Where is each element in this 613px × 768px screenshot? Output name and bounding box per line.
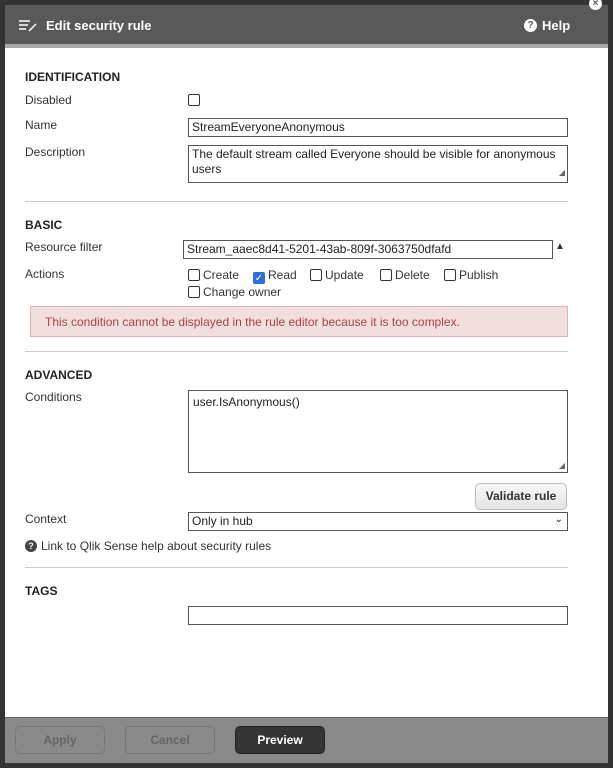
identification-heading: IDENTIFICATION [25, 70, 121, 84]
disabled-label: Disabled [25, 93, 72, 107]
close-icon[interactable]: × [589, 0, 602, 10]
action-create[interactable] [188, 268, 239, 282]
cancel-button[interactable]: Cancel [125, 726, 215, 754]
action-publish[interactable] [444, 268, 498, 282]
description-label: Description [25, 145, 86, 159]
context-label: Context [25, 512, 67, 526]
publish-label: Publish [459, 268, 499, 282]
validate-rule-button[interactable]: Validate rule [475, 483, 567, 510]
collapse-triangle-icon[interactable]: ▲ [555, 241, 565, 252]
delete-checkbox[interactable] [380, 269, 392, 281]
description-textarea[interactable] [188, 145, 568, 183]
resize-handle-icon[interactable]: ◢ [558, 168, 565, 177]
actions-label: Actions [25, 267, 65, 281]
apply-button[interactable]: Apply [15, 726, 105, 754]
create-checkbox[interactable] [188, 269, 200, 281]
context-select[interactable] [188, 512, 568, 531]
action-update[interactable] [310, 268, 364, 282]
resize-handle-icon[interactable]: ◢ [558, 461, 565, 470]
basic-heading: BASIC [25, 218, 63, 232]
name-label: Name [25, 118, 58, 132]
resource-filter-label: Resource filter [25, 240, 103, 254]
create-label: Create [203, 268, 240, 282]
tags-heading: TAGS [25, 584, 58, 598]
help-icon: ? [524, 19, 537, 32]
divider [25, 201, 568, 202]
disabled-checkbox[interactable] [188, 94, 200, 106]
change-owner-label: Change owner [203, 285, 282, 299]
help-label: Help [542, 18, 571, 33]
advanced-heading: ADVANCED [25, 368, 93, 382]
action-change-owner[interactable] [188, 285, 281, 299]
help-link[interactable] [25, 539, 271, 553]
help-icon: ? [25, 540, 37, 552]
conditions-textarea[interactable] [188, 390, 568, 473]
edit-security-rule-dialog [5, 0, 608, 763]
change-owner-checkbox[interactable] [188, 286, 200, 298]
description-text: The default stream called Everyone should be visible for anonymous users [192, 147, 556, 176]
edit-list-icon [19, 20, 37, 32]
help-link-text: Link to Qlik Sense help about security rules [41, 539, 272, 553]
complexity-warning: This condition cannot be displayed in the rule editor because it is too complex. [30, 306, 568, 337]
update-checkbox[interactable] [310, 269, 322, 281]
context-value: Only in hub [192, 514, 253, 528]
conditions-text: user.IsAnonymous() [193, 395, 300, 409]
chevron-down-icon: ⌄ [554, 514, 563, 525]
conditions-label: Conditions [25, 390, 82, 404]
name-input[interactable]: StreamEveryoneAnonymous [188, 118, 568, 137]
read-checkbox[interactable]: ✓ [254, 273, 264, 284]
tags-input[interactable] [188, 606, 568, 625]
dialog-footer [5, 717, 608, 763]
divider [25, 351, 568, 352]
publish-checkbox[interactable] [444, 269, 456, 281]
action-delete[interactable] [380, 268, 430, 282]
action-read[interactable] [253, 268, 297, 284]
update-label: Update [325, 268, 364, 282]
dialog-header [5, 5, 608, 48]
divider [25, 567, 568, 568]
dialog-title: Edit security rule [46, 18, 152, 33]
delete-label: Delete [395, 268, 430, 282]
read-label: Read [268, 268, 297, 282]
preview-button[interactable]: Preview [235, 726, 325, 754]
help-button[interactable] [524, 18, 570, 33]
resource-filter-input[interactable]: Stream_aaec8d41-5201-43ab-809f-3063750dfafd [183, 240, 553, 259]
